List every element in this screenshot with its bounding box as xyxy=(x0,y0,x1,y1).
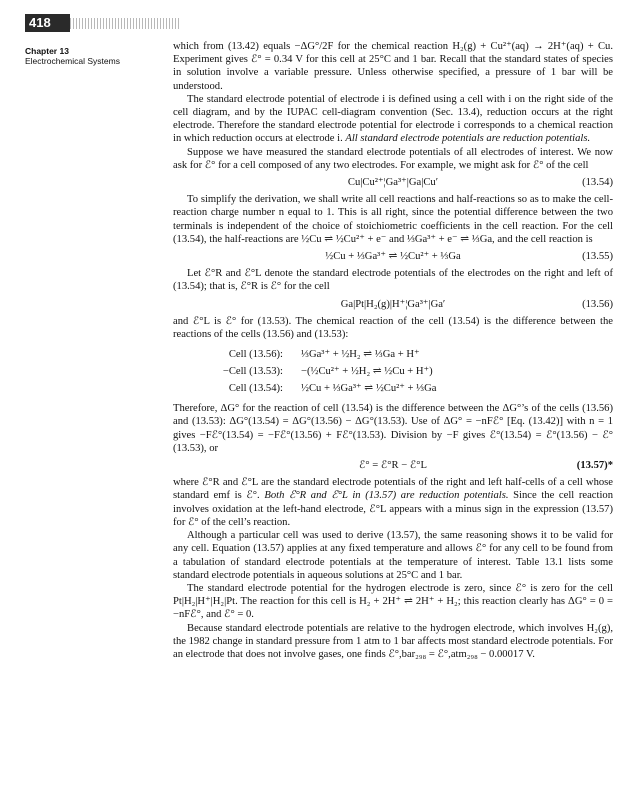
paragraph-text: Since the cell reaction involves oxidation at the left-hand electrode, ℰ°L appears with a minus sign in the expression (13.57) for ℰ° of the cell’s reaction. xyxy=(173,490,613,528)
chapter-label: Chapter 13 xyxy=(25,46,69,56)
paragraph: Although a particular cell was used to derive (13.57), the same reasoning shows it to be valid for any cell. Equation (13.57) applies at any fixed temperature and allows ℰ° for any cell to be found from a tabulation of standard electrode potentials at the temperature of interest. Table 13.1 lists some standard electrode potentials in aqueous solutions at 25°C and 1 bar. xyxy=(173,530,613,581)
cell-reaction-table xyxy=(173,346,613,397)
cell-reaction: ⅓Ga³⁺ + ½H₂ ⇌ ⅓Ga + H⁺ xyxy=(301,349,420,361)
paragraph: and ℰ°L is ℰ° for (13.53). The chemical reaction of the cell (13.54) is the difference between the reactions of the cells (13.56) and (13.53): xyxy=(173,315,613,341)
cell-label: −Cell (13.53): xyxy=(222,366,283,378)
paragraph-text: The standard electrode potential of electrode i is defined using a cell with i on the right side of the cell diagram, and by the IUPAC cell-diagram convention (Sec. 13.4), reduction occurs at the right electrode. Therefore the standard electrode potential for electrode i corresponds to a chemical reaction in which reduction occurs at electrode i. xyxy=(173,93,613,145)
cell-reaction: −(½Cu²⁺ + ½H₂ ⇌ ½Cu + H⁺) xyxy=(301,366,433,378)
cell-row xyxy=(173,346,613,363)
chapter-title: Electrochemical Systems xyxy=(25,56,120,66)
equation-13-54 xyxy=(173,176,613,189)
paragraph xyxy=(173,93,613,146)
equation-body: ½Cu + ⅓Ga³⁺ ⇌ ½Cu²⁺ + ⅓Ga xyxy=(325,251,461,263)
paragraph xyxy=(173,476,613,529)
chapter-margin-note xyxy=(25,46,155,66)
equation-number: (13.56) xyxy=(582,298,613,310)
equation-body: Ga|Pt|H₂(g)|H⁺¦Ga³⁺|Ga′ xyxy=(340,298,446,310)
paragraph: which from (13.42) equals −ΔG°/2F for the chemical reaction H₂(g) + Cu²⁺(aq) → 2H⁺(aq) + Cu. Experiment gives ℰ° = 0.34 V for this cell at 25°C and 1 bar. Recall that the standard states of species in solution involve a variable pressure. Unless otherwise specified, a pressure of 1 bar will be understood. xyxy=(173,41,613,92)
equation-13-56 xyxy=(173,298,613,311)
paragraph-emphasis: Both ℰ°R and ℰ°L in (13.57) are reduction potentials. xyxy=(264,490,509,502)
equation-number: (13.54) xyxy=(582,177,613,189)
cell-row xyxy=(173,363,613,380)
paragraph: Therefore, ΔG° for the reaction of cell (13.54) is the difference between the ΔG°’s of the cells (13.56) and (13.53): ΔG°(13.54) = ΔG°(13.56) − ΔG°(13.53). Use of ΔG° = −nFℰ° [Eq. (13.42)] with n = 1 gives −Fℰ°(13.54) = −Fℰ°(13.56) + Fℰ°(13.53). Division by −F gives ℰ°(13.54) = ℰ°(13.56) − ℰ°(13.53), or xyxy=(173,403,613,454)
equation-number: (13.55) xyxy=(582,251,613,263)
cell-reaction: ½Cu + ⅓Ga³⁺ ⇌ ½Cu²⁺ + ⅓Ga xyxy=(301,383,437,395)
paragraph: Let ℰ°R and ℰ°L denote the standard electrode potentials of the electrodes on the right and left of (13.54); that is, ℰ°R is ℰ° for the cell xyxy=(173,268,613,293)
paragraph: Suppose we have measured the standard electrode potentials of all electrodes of interest. We now ask for ℰ° for a cell composed of any two electrodes. For example, we might ask for ℰ° of the cell xyxy=(173,146,613,171)
equation-13-55 xyxy=(173,250,613,263)
header-rule-decoration xyxy=(70,18,180,29)
cell-label: Cell (13.54): xyxy=(228,383,283,395)
paragraph: Because standard electrode potentials are relative to the hydrogen electrode, which involves H₂(g), the 1982 change in standard pressure from 1 atm to 1 bar affects most standard electrode potentials. For an electrode that does not involve gases, one finds ℰ°,bar₂₉₈ = ℰ°,atm₂₉₈ − 0.00017 V. xyxy=(173,622,613,660)
page-number: 418 xyxy=(25,14,70,32)
equation-number: (13.57)* xyxy=(576,460,613,472)
cell-label: Cell (13.56): xyxy=(228,349,283,361)
paragraph: The standard electrode potential for the hydrogen electrode is zero, since ℰ° is zero for the cell Pt|H₂|H⁺|H₂|Pt. The reaction for this cell is H₂ + 2H⁺ ⇌ 2H⁺ + H₂; this reaction clearly has ΔG° = 0 = −nFℰ°, and ℰ° = 0. xyxy=(173,582,613,621)
equation-body: Cu|Cu²⁺¦Ga³⁺|Ga|Cu′ xyxy=(347,177,439,189)
paragraph-text: where ℰ°R and ℰ°L are the standard electrode potentials of the right and left half-cells of a cell whose standard emf is ℰ°. xyxy=(173,477,613,502)
paragraph: To simplify the derivation, we shall write all cell reactions and half-reactions so as to make the cell-reaction charge number n equal to 1. This is all right, since the potential difference between the two terminals is independent of the choice of stoichiometric coefficients in the cell reaction. For the cell (13.54), the half-reactions are ½Cu ⇌ ½Cu²⁺ + e⁻ and ⅓Ga³⁺ + e⁻ ⇌ ⅓Ga, and the cell reaction is xyxy=(173,194,613,245)
equation-13-57 xyxy=(173,459,613,472)
page-header xyxy=(25,14,615,32)
body-text xyxy=(173,40,613,661)
paragraph-emphasis: All standard electrode potentials are reduction potentials. xyxy=(345,133,591,145)
cell-row xyxy=(173,380,613,397)
equation-body: ℰ° = ℰ°R − ℰ°L xyxy=(358,460,428,472)
